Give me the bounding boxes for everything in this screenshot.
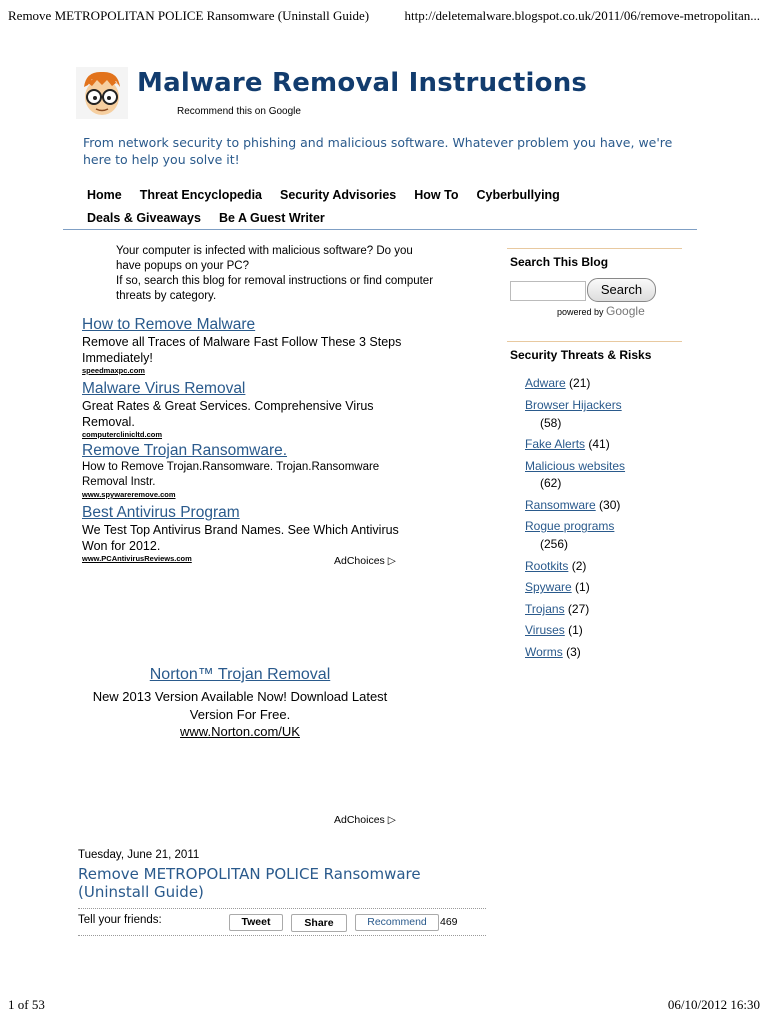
ad-url-link[interactable]: computerclinicltd.com (82, 430, 163, 439)
nav-deals-giveaways[interactable]: Deals & Giveaways (87, 211, 201, 225)
adchoices-icon: ▷ (387, 814, 396, 826)
category-item (525, 580, 590, 594)
norton-ad-url-link[interactable]: www.Norton.com/UK (180, 724, 300, 739)
powered-by-google (557, 304, 645, 318)
category-link-trojans[interactable]: Trojans (525, 602, 565, 616)
ad-item (82, 442, 402, 499)
category-link-viruses[interactable]: Viruses (525, 623, 565, 637)
category-count: (1) (575, 580, 590, 594)
main-nav-row-1 (87, 188, 578, 202)
ad-url-link[interactable]: www.spywareremove.com (82, 490, 176, 499)
nav-home[interactable]: Home (87, 188, 122, 202)
tell-friends-label: Tell your friends: (78, 914, 162, 926)
category-item (525, 459, 625, 473)
adchoices-icon: ▷ (387, 555, 396, 567)
print-page-url: http://deletemalware.blogspot.co.uk/2011/06/remove-metropolitan... (404, 8, 760, 23)
adchoices-label: AdChoices (334, 555, 385, 567)
category-count: (2) (571, 559, 587, 573)
category-item (525, 602, 589, 616)
ad-body: Remove all Traces of Malware Fast Follow These 3 Steps Immediately! (82, 335, 402, 365)
site-title[interactable]: Malware Removal Instructions (137, 68, 588, 98)
tweet-button[interactable]: Tweet (229, 914, 283, 931)
site-logo-icon (76, 67, 128, 119)
print-page-number: 1 of 53 (8, 997, 45, 1012)
nav-guest-writer[interactable]: Be A Guest Writer (218, 211, 325, 225)
ad-body: We Test Top Antivirus Brand Names. See Which Antivirus Won for 2012. (82, 523, 399, 553)
ad-title-link[interactable]: How to Remove Malware (82, 316, 256, 333)
google-logo: Google (606, 304, 645, 318)
print-datetime: 06/10/2012 16:30 (667, 997, 760, 1012)
category-link-rootkits[interactable]: Rootkits (525, 559, 569, 573)
search-button[interactable]: Search (587, 278, 656, 302)
share-button[interactable]: Share (291, 914, 347, 932)
nav-cyberbullying[interactable]: Cyberbullying (476, 188, 560, 202)
category-link-ransomware[interactable]: Ransomware (525, 498, 596, 512)
ad-body: How to Remove Trojan.Ransomware. Trojan.Ransomware Removal Instr. (82, 461, 380, 488)
category-count: (41) (588, 437, 610, 451)
category-count: (256) (540, 537, 569, 551)
category-count: (62) (540, 476, 562, 490)
post-divider (78, 908, 486, 909)
intro-line-2: If so, search this blog for removal instructions or find computer threats by category. (116, 275, 434, 302)
search-input[interactable] (510, 281, 586, 301)
intro-text (116, 244, 436, 304)
ad-item (82, 380, 402, 439)
category-item (525, 519, 614, 533)
category-item (525, 498, 620, 512)
ad-body: Great Rates & Great Services. Comprehensive Virus Removal. (82, 399, 374, 429)
ad-title-link[interactable]: Malware Virus Removal (82, 380, 246, 397)
search-heading: Search This Blog (510, 255, 609, 269)
sidebar-rule (507, 341, 682, 342)
category-link-browser-hijackers[interactable]: Browser Hijackers (525, 398, 622, 412)
category-link-spyware[interactable]: Spyware (525, 580, 572, 594)
category-count: (21) (569, 376, 591, 390)
category-count: (27) (567, 602, 590, 616)
post-divider (78, 935, 486, 936)
category-link-worms[interactable]: Worms (525, 645, 563, 659)
powered-by-label: powered by (557, 307, 604, 317)
category-item (525, 559, 586, 573)
main-nav-row-2 (87, 211, 343, 225)
site-tagline: From network security to phishing and malicious software. Whatever problem you have, we're here to help you solve it! (83, 135, 673, 167)
category-count: (58) (540, 416, 562, 430)
recommend-count: 469 (440, 916, 458, 928)
norton-ad-title-link[interactable]: Norton™ Trojan Removal (149, 666, 331, 683)
category-link-rogue-programs[interactable]: Rogue programs (525, 519, 615, 533)
recommend-google-link[interactable]: Recommend this on Google (177, 106, 301, 117)
category-item (525, 623, 583, 637)
nav-security-advisories[interactable]: Security Advisories (280, 188, 397, 202)
print-page-title: Remove METROPOLITAN POLICE Ransomware (Uninstall Guide) (8, 8, 370, 23)
adchoices-link[interactable] (334, 814, 396, 826)
adchoices-label: AdChoices (334, 814, 385, 826)
nav-threat-encyclopedia[interactable]: Threat Encyclopedia (139, 188, 262, 202)
category-item (525, 645, 581, 659)
category-count: (1) (568, 623, 583, 637)
ad-url-link[interactable]: www.PCAntivirusReviews.com (82, 554, 192, 563)
intro-line-1: Your computer is infected with malicious software? Do you have popups on your PC? (116, 245, 413, 272)
post-date: Tuesday, June 21, 2011 (78, 849, 200, 861)
adchoices-link[interactable] (334, 555, 396, 567)
post-title[interactable]: Remove METROPOLITAN POLICE Ransomware (Uninstall Guide) (78, 865, 421, 901)
sidebar-rule (507, 248, 682, 249)
category-link-fake-alerts[interactable]: Fake Alerts (525, 437, 586, 451)
category-item (525, 437, 610, 451)
norton-ad-body: New 2013 Version Available Now! Download Latest Version For Free. (92, 689, 388, 722)
ad-title-link[interactable]: Best Antivirus Program (82, 504, 240, 521)
category-link-malicious-websites[interactable]: Malicious websites (525, 459, 626, 473)
nav-how-to[interactable]: How To (414, 188, 459, 202)
nav-divider (63, 229, 697, 230)
recommend-button[interactable]: Recommend (355, 914, 439, 931)
category-link-adware[interactable]: Adware (525, 376, 566, 390)
category-count: (3) (566, 645, 581, 659)
category-count: (30) (599, 498, 621, 512)
ad-url-link[interactable]: speedmaxpc.com (82, 366, 145, 375)
category-item (525, 376, 590, 390)
category-item (525, 398, 622, 412)
ad-title-link[interactable]: Remove Trojan Ransomware. (82, 442, 288, 459)
ad-item (82, 316, 402, 375)
threats-heading: Security Threats & Risks (510, 348, 652, 362)
